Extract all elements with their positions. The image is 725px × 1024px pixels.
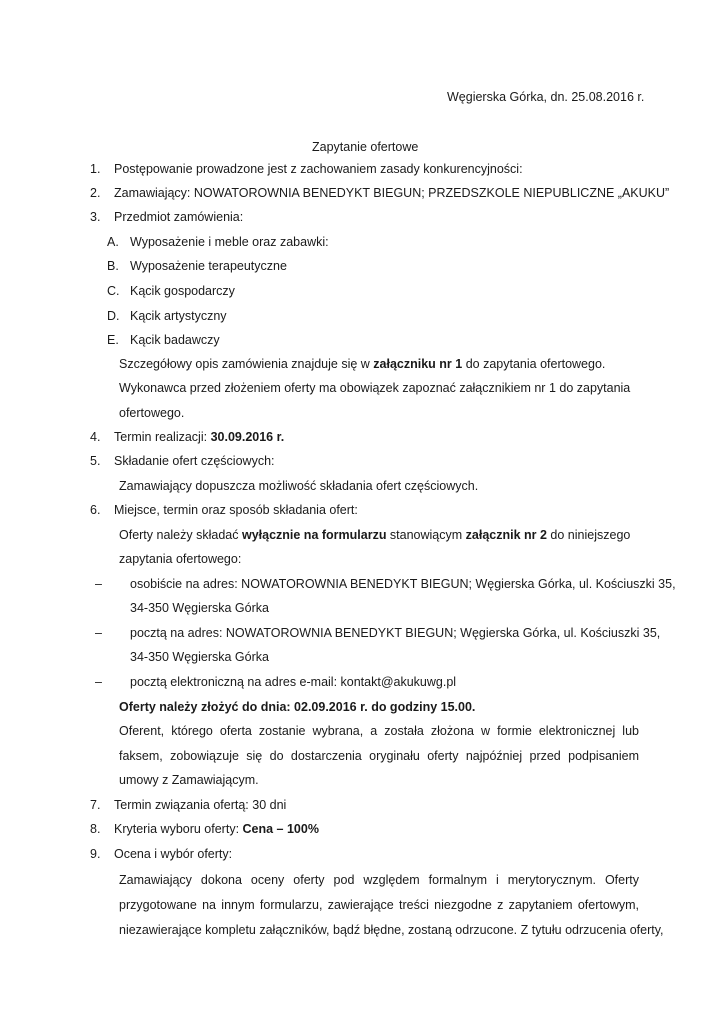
document-title: Zapytanie ofertowe	[312, 140, 419, 154]
realization-date: 30.09.2016 r.	[210, 430, 285, 444]
item-3-description: Szczegółowy opis zamówienia znajduje się w załączniku nr 1 do zapytania ofertowego.	[119, 357, 606, 371]
attachment-2-ref: załącznik nr 2	[465, 528, 547, 542]
item-number: 3.	[90, 210, 101, 224]
item-3-obligation-line-2: ofertowego.	[119, 406, 185, 420]
item-number: 1.	[90, 162, 101, 176]
evaluation-line-1: Zamawiający dokona oceny oferty pod względem formalnym i merytorycznym. Oferty	[119, 873, 639, 887]
item-6-text: Miejsce, termin oraz sposób składania ofert:	[114, 503, 358, 517]
item-3-obligation-line-1: Wykonawca przed złożeniem oferty ma obowiązek zapoznać załącznikiem nr 1 do zapytania	[119, 381, 631, 395]
item-5-description: Zamawiający dopuszcza możliwość składania ofert częściowych.	[119, 479, 479, 493]
chosen-offer-line-2: faksem, zobowiązuje się do dostarczenia oryginału oferty najpóźniej przed podpisaniem	[119, 749, 639, 763]
item-2-text: Zamawiający: NOWATOROWNIA BENEDYKT BIEGUN; PRZEDSZKOLE NIEPUBLICZNE „AKUKU”	[114, 186, 670, 200]
delivery-post-line-1: pocztą na adres: NOWATOROWNIA BENEDYKT BIEGUN; Węgierska Górka, ul. Kościuszki 35,	[130, 626, 661, 640]
place-date: Węgierska Górka, dn. 25.08.2016 r.	[447, 90, 645, 104]
chosen-offer-line-1: Oferent, którego oferta zostanie wybrana, a została złożona w formie elektronicznej lub	[119, 724, 639, 738]
item-6-form-line: Oferty należy składać wyłącznie na formularzu stanowiącym załącznik nr 2 do niniejszego	[119, 528, 631, 542]
item-number: 9.	[90, 847, 101, 861]
evaluation-line-3: niezawierające kompletu załączników, bądź błędne, zostaną odrzucone. Z tytułu odrzucenia oferty,	[119, 923, 664, 937]
item-9-text: Ocena i wybór oferty:	[114, 847, 233, 861]
item-number: 4.	[90, 430, 101, 444]
delivery-in-person-line-2: 34-350 Węgierska Górka	[130, 601, 269, 615]
dash-bullet: –	[95, 626, 102, 640]
dash-bullet: –	[95, 577, 102, 591]
item-number: 5.	[90, 454, 101, 468]
form-only-phrase: wyłącznie na formularzu	[241, 528, 387, 542]
chosen-offer-line-3: umowy z Zamawiającym.	[119, 773, 259, 787]
sub-item-d: Kącik artystyczny	[130, 309, 227, 323]
sub-letter: C.	[107, 284, 120, 298]
sub-item-e: Kącik badawczy	[130, 333, 220, 347]
sub-letter: E.	[107, 333, 119, 347]
item-number: 8.	[90, 822, 101, 836]
sub-letter: D.	[107, 309, 120, 323]
delivery-post-line-2: 34-350 Węgierska Górka	[130, 650, 269, 664]
dash-bullet: –	[95, 675, 102, 689]
sub-letter: A.	[107, 235, 119, 249]
item-number: 2.	[90, 186, 101, 200]
item-3-text: Przedmiot zamówienia:	[114, 210, 244, 224]
submission-deadline: Oferty należy złożyć do dnia: 02.09.2016 r. do godziny 15.00.	[119, 700, 476, 714]
price-criterion: Cena – 100%	[242, 822, 319, 836]
attachment-1-ref: załączniku nr 1	[373, 357, 463, 371]
delivery-email-line: pocztą elektroniczną na adres e-mail: kontakt@akukuwg.pl	[130, 675, 457, 689]
sub-letter: B.	[107, 259, 119, 273]
evaluation-line-2: przygotowane na innym formularzu, zawierające treści niezgodne z zapytaniem ofertowym,	[119, 898, 639, 912]
item-4-text: Termin realizacji: 30.09.2016 r.	[114, 430, 285, 444]
item-5-text: Składanie ofert częściowych:	[114, 454, 275, 468]
sub-item-c: Kącik gospodarczy	[130, 284, 235, 298]
delivery-in-person-line-1: osobiście na adres: NOWATOROWNIA BENEDYKT BIEGUN; Węgierska Górka, ul. Kościuszki 35,	[130, 577, 676, 591]
item-8-text: Kryteria wyboru oferty: Cena – 100%	[114, 822, 319, 836]
sub-item-b: Wyposażenie terapeutyczne	[130, 259, 287, 273]
item-number: 6.	[90, 503, 101, 517]
item-1-text: Postępowanie prowadzone jest z zachowaniem zasady konkurencyjności:	[114, 162, 523, 176]
sub-item-a: Wyposażenie i meble oraz zabawki:	[130, 235, 329, 249]
item-7-text: Termin związania ofertą: 30 dni	[114, 798, 287, 812]
item-number: 7.	[90, 798, 101, 812]
item-6-form-line-2: zapytania ofertowego:	[119, 552, 242, 566]
